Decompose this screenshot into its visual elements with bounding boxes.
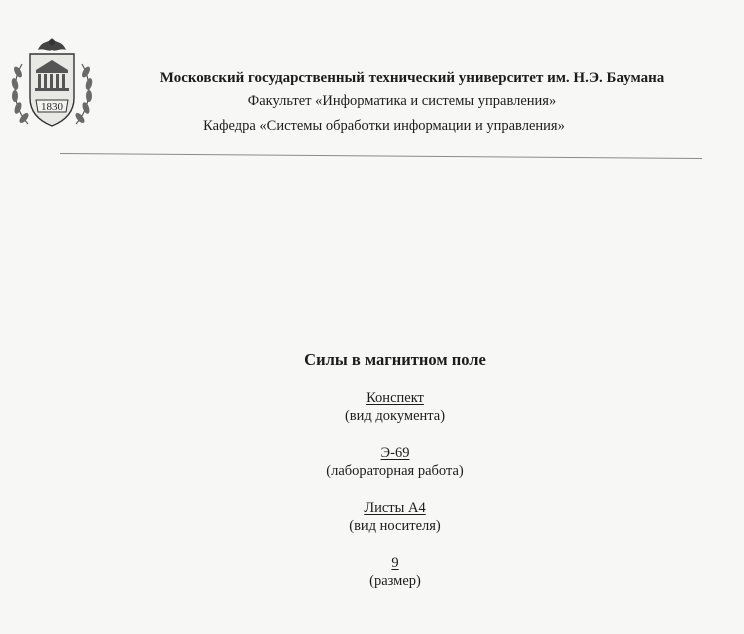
size-caption: (размер) (369, 573, 421, 589)
header-divider (60, 153, 702, 159)
university-name: Московский государственный технический университет им. Н.Э. Баумана (159, 70, 665, 86)
media-type-value: Листы А4 (364, 500, 426, 516)
document-type-caption: (вид документа) (344, 408, 446, 424)
size-field (0, 554, 744, 590)
media-type-caption: (вид носителя) (349, 518, 441, 534)
work-code-value: Э-69 (380, 445, 410, 461)
document-title: Силы в магнитном поле (304, 350, 486, 369)
size-value: 9 (391, 555, 399, 571)
work-code-field (0, 444, 744, 480)
document-type-field (0, 389, 744, 425)
faculty-name: Факультет «Информатика и системы управления» (247, 93, 557, 109)
emblem-year: 1830 (41, 101, 63, 113)
department-name: Кафедра «Системы обработки информации и управления» (203, 118, 565, 134)
media-type-field (0, 499, 744, 535)
document-type-value: Конспект (366, 390, 424, 406)
work-code-caption: (лабораторная работа) (326, 463, 464, 479)
